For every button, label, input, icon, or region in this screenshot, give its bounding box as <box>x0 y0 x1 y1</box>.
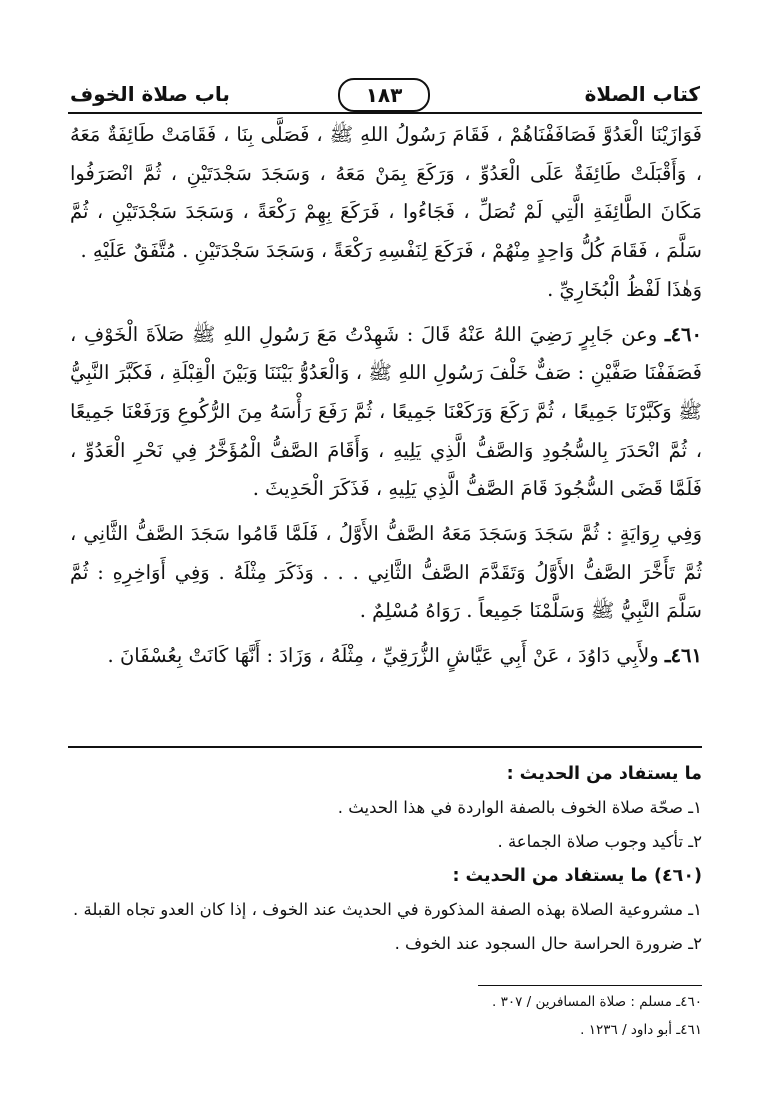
footnote-461: ٤٦١ـ أبو داود / ١٢٣٦ . <box>580 1022 702 1038</box>
header-rule <box>68 112 702 114</box>
hadith-460-text: وعن جَابِرٍ رَضِيَ اللهُ عَنْهُ قَالَ : شَهِدْتُ مَعَ رَسُولِ اللهِ ﷺ صَلاَةَ الْخَوْفِ ، فَصَفَفْنَا صَفَّيْنِ : صَفٌّ خَلْفَ رَسُولِ اللهِ ﷺ ، وَالْعَدُوُّ بَيْنَنَا وَبَيْنَ الْقِبْلَةِ ، فَكَبَّرَ النَّبِيُّ ﷺ وَكَبَّرْنَا جَمِيعًا ، ثُمَّ رَكَعَ وَرَكَعْنَا جَمِيعًا ، ثُمَّ رَفَعَ رَأْسَهُ مِنَ الرُّكُوعِ وَرَفَعْنَا جَمِيعًا ، ثُمَّ انْحَدَرَ بِالسُّجُودِ وَالصَّفُّ الَّذِي يَلِيهِ ، وَأَقَامَ الصَّفُّ الْمُؤَخَّرُ فِي نَحْرِ الْعَدُوِّ ، فَلَمَّا قَضَى السُّجُودَ قَامَ الصَّفُّ الَّذِي يَلِيهِ ، فَذَكَرَ الْحَدِيثَ . <box>70 322 702 501</box>
benefit-item: ٢ـ تأكيد وجوب صلاة الجماعة . <box>497 832 702 851</box>
benefits-heading-2: (٤٦٠) ما يستفاد من الحديث : <box>452 866 702 886</box>
footnote-460: ٤٦٠ـ مسلم : صلاة المسافرين / ٣٠٧ . <box>491 994 702 1010</box>
footnotes <box>470 988 702 1044</box>
chapter-title: باب صلاة الخوف <box>70 82 230 106</box>
section-divider <box>68 746 702 748</box>
benefit-item: ١ـ صحّة صلاة الخوف بالصفة الواردة في هذا الحديث . <box>337 798 702 817</box>
hadith-461 <box>70 637 702 676</box>
hadith-459-note: وَهٰذَا لَفْظُ الْبُخَارِيِّ . <box>547 277 702 301</box>
benefits-heading-1: ما يستفاد من الحديث : <box>506 764 702 784</box>
benefit-item: ٢ـ ضرورة الحراسة حال السجود عند الخوف . <box>394 934 702 953</box>
hadith-461-number: ٤٦١ـ <box>664 644 702 668</box>
benefit-item: ١ـ مشروعية الصلاة بهذه الصفة المذكورة في الحديث عند الخوف ، إذا كان العدو تجاه القبلة . <box>73 900 702 919</box>
hadith-text <box>70 116 702 676</box>
hadith-460-number: ٤٦٠ـ <box>664 322 702 346</box>
footnote-rule <box>478 985 702 986</box>
hadith-459-continuation: فَوَازَيْنَا الْعَدُوَّ فَصَافَفْنَاهُمْ ، فَقَامَ رَسُولُ اللهِ ﷺ ، فَصَلَّى بِنَا ، فَقَامَتْ طَائِفَةٌ مَعَهُ ، وَأَقْبَلَتْ طَائِفَةٌ عَلَى الْعَدُوِّ ، وَرَكَعَ بِمَنْ مَعَهُ ، وَسَجَدَ سَجْدَتَيْنِ ، ثُمَّ انْصَرَفُوا مَكَانَ الطَّائِفَةِ الَّتِي لَمْ تُصَلِّ ، فَجَاءُوا ، فَرَكَعَ بِهِمْ رَكْعَةً ، وَسَجَدَ سَجْدَتَيْنِ ، ثُمَّ سَلَّمَ ، فَقَامَ كُلُّ وَاحِدٍ مِنْهُمْ ، فَرَكَعَ لِنَفْسِهِ رَكْعَةً ، وَسَجَدَ سَجْدَتَيْنِ . مُتَّفَقٌ عَلَيْهِ . <box>70 123 702 263</box>
hadith-461-text: ولأَبِي دَاوُدَ ، عَنْ أَبِي عَيَّاشٍ الزُّرَقِيِّ ، مِثْلَهُ ، وَزَادَ : أَنَّهَا كَانَتْ بِعُسْفَانَ . <box>107 644 659 668</box>
benefits-section <box>70 757 702 961</box>
book-title: كتاب الصلاة <box>584 82 700 106</box>
page-header <box>70 78 700 114</box>
page-number: ١٨٣ <box>338 78 430 112</box>
hadith-460-riwaya: وَفِي رِوَايَةٍ : ثُمَّ سَجَدَ وَسَجَدَ مَعَهُ الصَّفُّ الأَوَّلُ ، فَلَمَّا قَامُوا سَجَدَ الصَّفُّ الثَّانِي ، ثُمَّ تَأَخَّرَ الصَّفُّ الأَوَّلُ وَتَقَدَّمَ الصَّفُّ الثَّانِي . . . وَذَكَرَ مِثْلَهُ . وَفِي أَوَاخِرِهِ : ثُمَّ سَلَّمَ النَّبِيُّ ﷺ وَسَلَّمْنَا جَمِيعاً . رَوَاهُ مُسْلِمٌ . <box>70 522 702 623</box>
hadith-460 <box>70 316 702 510</box>
